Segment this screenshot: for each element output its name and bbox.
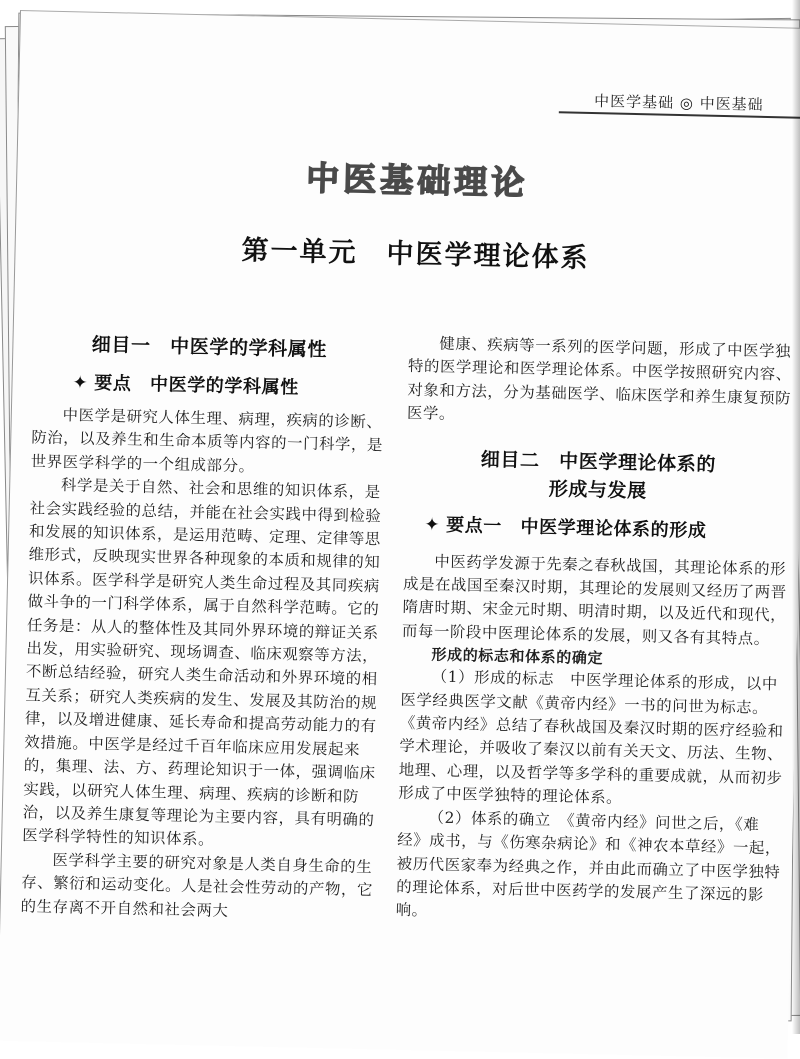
key-point-title-1: [72, 370, 385, 403]
section-title-1: 细目一 中医学的学科属性: [91, 333, 328, 362]
diamond-star-icon: ✦: [72, 372, 89, 394]
item-1-label: （1）形成的标志: [431, 667, 555, 689]
key-point-label-2: 要点一 中医学理论体系的形成: [445, 514, 707, 542]
key-point-label-1: 要点 中医学的学科属性: [93, 372, 300, 399]
unit-title: 第一单元 中医学理论体系: [241, 235, 590, 274]
key-point-title-2: [424, 512, 789, 546]
book-title: 中医基础理论: [305, 158, 529, 203]
paragraph-research-object: 医学科学主要的研究对象是人类自身生命的生存、繁衍和运动变化。人是社会性劳动的产物，它的生存离不开自然和社会两大: [20, 850, 374, 920]
paragraph-item-1: [398, 665, 786, 814]
left-column: [20, 323, 385, 926]
paragraph-item-2: [395, 805, 783, 931]
paragraph-definition: 中医学是研究人体生理、病理，疾病的诊断、防治，以及养生和生命本质等内容的一门科学，是世界医学科学的一个组成部分。: [30, 406, 384, 476]
item-1-text: 中医学理论体系的形成，以中医学经典医学文献《黄帝内经》一书的问世为标志。《黄帝内经》总结了春秋战国及秦汉时期的医疗经验和学术理论，并吸收了秦汉以前有关天文、历法、生物、地理、心理，以及哲学等多学科的重要成就，从而初步形成了中医学独特的理论体系。: [398, 670, 784, 808]
subheading-formation: 形成的标志和体系的确定: [431, 645, 604, 668]
running-header: 中医学基础 ◎ 中医基础: [593, 92, 764, 114]
book-page: [0, 10, 800, 1059]
page-edge-shadow: [792, 0, 800, 1034]
section-title-2: 细目二 中医学理论体系的 形成与发展: [480, 448, 717, 502]
diamond-star-icon: ✦: [424, 513, 441, 536]
item-2-text: 《黄帝内经》问世之后，《难经》成书，与《伤寒杂病论》和《神农本草经》一起，被历代医家奉为经典之作，并由此而确立了中医学独特的理论体系，对后世中医药学的发展产生了深远的影响。: [395, 811, 782, 920]
paragraph-origin: 中医药学发源于先秦之春秋战国，其理论体系的形成是在战国至秦汉时期，其理论的发展则又经历了两晋隋唐时期、宋金元时期、明清时期，以及近代和现代，而每一阶段中医理论体系的发展，则又各有其特点。: [401, 552, 787, 649]
paragraph-continued: 健康、疾病等一系列的医学问题，形成了中医学独特的医学理论和医学理论体系。中医学按照研究内容、对象和方法，分为基础医学、临床医学和养生康复预防医学。: [406, 334, 792, 424]
paragraph-science: 科学是关于自然、社会和思维的知识体系，是社会实践经验的总结，并能在社会实践中得到检验和发展的知识体系，是运用范畴、定理、定律等思维形式，反映现实世界各种现象的本质和规律的知识体系。医学科学是研究人类生命过程及其同疾病做斗争的一门科学体系，属于自然科学范畴。它的任务是：从人的整体性及其同外界环境的辩证关系出发，用实验研究、现场调查、临床观察等方法，不断总结经验，研究人类生命活动和外界环境的相互关系；研究人类疾病的发生、发展及其防治的规律，以及增进健康、延长寿命和提高劳动能力的有效措施。中医学是经过千百年临床应用发展起来的，集理、法、方、药理论知识于一体，强调临床实践，以研究人体生理、病理、疾病的诊断和防治，以及养生康复等理论为主要内容，具有明确的医学科学特性的知识体系。: [22, 476, 382, 849]
item-2-label: （2）体系的确立: [428, 808, 552, 829]
right-column: [395, 332, 793, 931]
